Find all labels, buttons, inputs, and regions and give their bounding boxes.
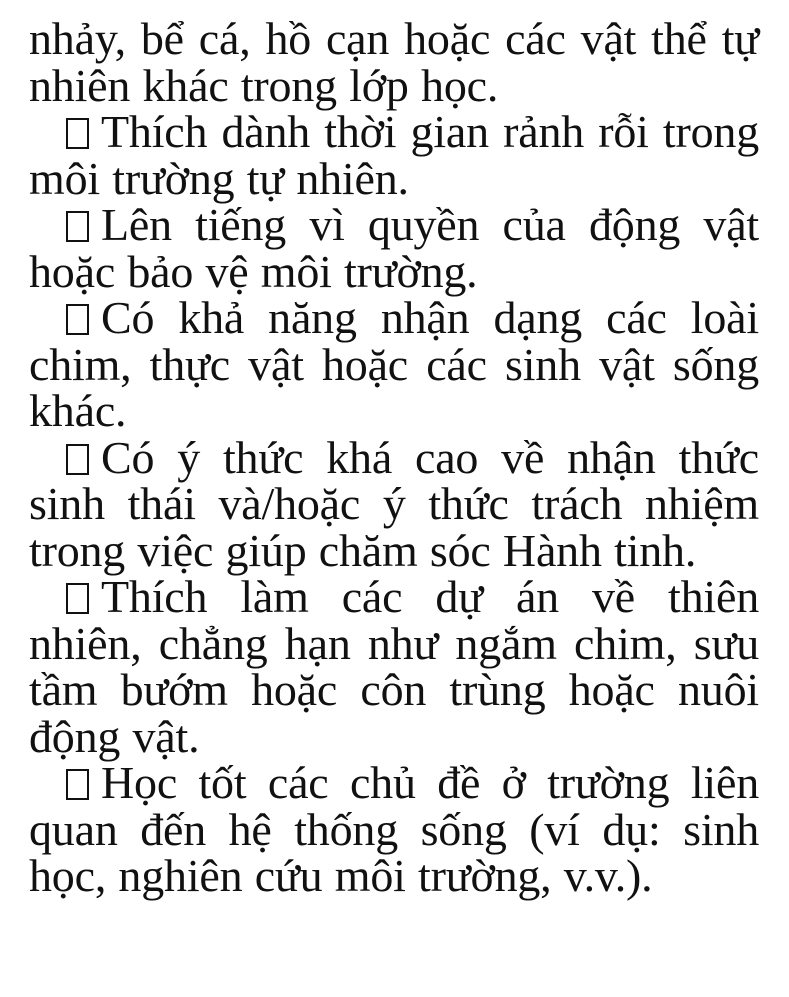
checklist-item	[29, 199, 759, 297]
checklist-item	[29, 571, 759, 762]
intro-paragraph: nhảy, bể cá, hồ cạn hoặc các vật thể tự nhiên khác trong lớp học.	[29, 13, 759, 111]
checklist-item-text: Học tốt các chủ đề ở trường liên quan đến hệ thống sống (ví dụ: sinh học, nghiên cứu môi trường, v.v.).	[29, 757, 759, 901]
checklist-item	[29, 757, 759, 901]
checklist-item-text: Có ý thức khá cao về nhận thức sinh thái và/hoặc ý thức trách nhiệm trong việc giúp chăm sóc Hành tinh.	[29, 431, 759, 576]
checkbox-icon[interactable]	[66, 304, 89, 335]
checkbox-icon[interactable]	[66, 583, 89, 614]
checkbox-icon[interactable]	[66, 444, 89, 475]
checklist-item	[29, 292, 759, 436]
checkbox-icon[interactable]	[66, 118, 89, 149]
checklist-item	[29, 106, 759, 204]
checkbox-icon[interactable]	[66, 769, 89, 800]
checklist-item	[29, 431, 759, 576]
document-page	[29, 13, 759, 901]
checklist-item-text: Thích làm các dự án về thiên nhiên, chẳng hạn như ngắm chim, sưu tầm bướm hoặc côn trùng hoặc nuôi động vật.	[29, 571, 759, 762]
checkbox-icon[interactable]	[66, 211, 89, 242]
checklist-item-text: Thích dành thời gian rảnh rỗi trong môi trường tự nhiên.	[29, 106, 759, 204]
checklist-item-text: Lên tiếng vì quyền của động vật hoặc bảo vệ môi trường.	[29, 199, 759, 297]
checklist-item-text: Có khả năng nhận dạng các loài chim, thực vật hoặc các sinh vật sống khác.	[29, 292, 759, 436]
